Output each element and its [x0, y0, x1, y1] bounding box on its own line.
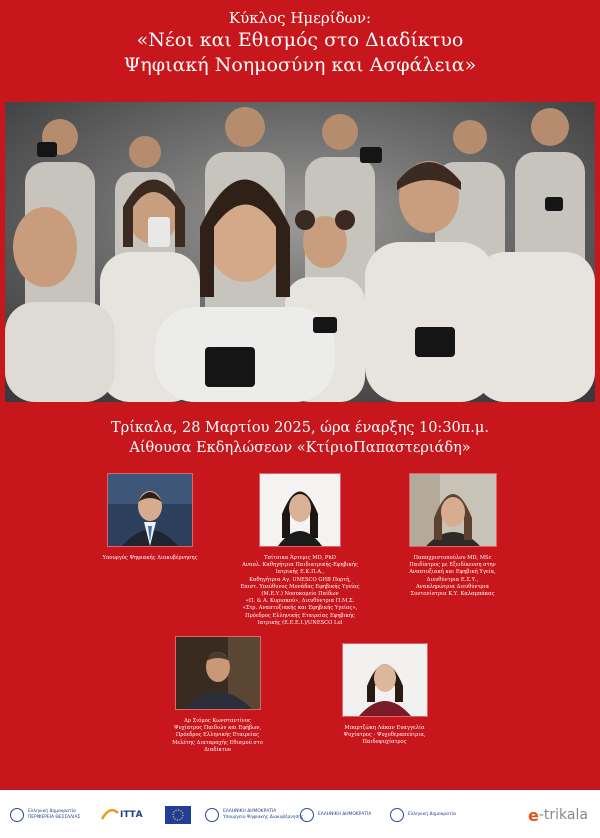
speaker-portrait: [409, 473, 497, 547]
logo-eu: [165, 802, 191, 828]
speaker-card: [230, 473, 370, 627]
speaker-bio: Παπαχριστοπούλου MD, MSc Παιδίατρος με Εξειδίκευση στην Αναπτυξιακή και Εφηβική Υγεία, Διευθύντρια Ε.Σ.Υ., Αναπληρώτρια Διευθύντρια Συντονίστρια Κ.Υ. Καλαμπάκας: [409, 555, 496, 598]
ministry-emblem-icon: [205, 808, 219, 822]
logo-region-thessaly: Ελληνική Δημοκρατία ΠΕΡΙΦΕΡΕΙΑ ΘΕΣΣΑΛΙΑΣ: [10, 802, 80, 828]
poster-header: [0, 8, 600, 78]
ministry-emblem-icon: [300, 808, 314, 822]
etrikala-text: -trikala: [538, 807, 588, 823]
itta-logo-icon: [100, 805, 120, 825]
greek-republic-emblem-icon: [10, 808, 24, 822]
speaker-bio: Μπαρτζώκη Λάκαν Ευαγγελία Ψυχίατρος - Ψυχοθεραπεύτρια, Παιδοψυχίατρος: [343, 725, 426, 746]
ministry-emblem-icon: [390, 808, 404, 822]
speaker-portrait: [107, 473, 193, 547]
event-venue: Αίθουσα Εκδηλώσεων «ΚτίριοΠαπαστεριάδη»: [129, 440, 471, 456]
speaker-card: [390, 473, 515, 598]
eu-flag-icon: [165, 806, 191, 824]
speaker-bio: Υπουργός Ψηφιακής Διακυβέρνησης: [102, 555, 198, 561]
speaker-portrait: [259, 473, 341, 547]
speaker-portrait: [175, 636, 261, 710]
speaker-card: [322, 643, 447, 747]
event-info: [0, 418, 600, 458]
sponsor-logos-strip: [0, 790, 600, 838]
speaker-card: [90, 473, 210, 562]
logo-ministry: ΕΛΛΗΝΙΚΗ ΔΗΜΟΚΡΑΤΙΑ: [300, 802, 371, 828]
etrikala-e-letter: e: [528, 805, 539, 825]
speaker-card: [155, 636, 280, 754]
crowd-with-phones-photo: [5, 102, 595, 402]
logo-region: Ελληνική Δημοκρατία: [390, 802, 456, 828]
event-series: Κύκλος Ημερίδων:: [228, 9, 372, 27]
logo-ministry-digital: ΕΛΛΗΝΙΚΗ ΔΗΜΟΚΡΑΤΙΑ Υπουργείο Ψηφιακής Διακυβέρνησης: [205, 802, 304, 828]
event-date-time: Τρίκαλα, 28 Μαρτίου 2025, ώρα έναρξης 10:30π.μ.: [111, 420, 489, 436]
event-title-line-1: «Νέοι και Εθισμός στο Διαδίκτυο: [136, 29, 464, 51]
speaker-bio: Τσίτσικα Άρτεμις MD, PhD Αναπλ. Καθηγήτρια Παιδιατρικής-Εφηβικής Ιατρικής Ε.Κ.Π.Α., Καθηγήτρια Αγ. UNESCO GHB Πορτή, Επιστ. Υπεύθυνος Μονάδας Εφηβικής Υγείας (Μ.Ε.Υ.) Νοσοκομείο Παίδων «Π. & Α. Κυριακού», Διευθύντρια Π.Μ.Σ. «Στρ. Αναπτυξιακής και Εφηβικής Υγείας», Πρόεδρος Ελληνικής Εταιρείας Εφηβικής Ιατρικής (Ε.Ε.Ε.Ι.)/UNESCO Lol: [240, 555, 360, 626]
logo-itta: ΙΤΤΑ: [100, 802, 143, 828]
speaker-bio: Δρ Σιόμος Κωνσταντίνος Ψυχίατρος Παιδιών και Εφήβων, Πρόεδρος Ελληνικής Εταιρείας Μελέτης Διαταραχής Εθισμού στο Διαδίκτυο: [172, 718, 263, 753]
event-title-line-2: Ψηφιακή Νοημοσύνη και Ασφάλεια»: [123, 54, 477, 76]
speaker-portrait: [342, 643, 428, 717]
logo-etrikala: [528, 802, 588, 828]
